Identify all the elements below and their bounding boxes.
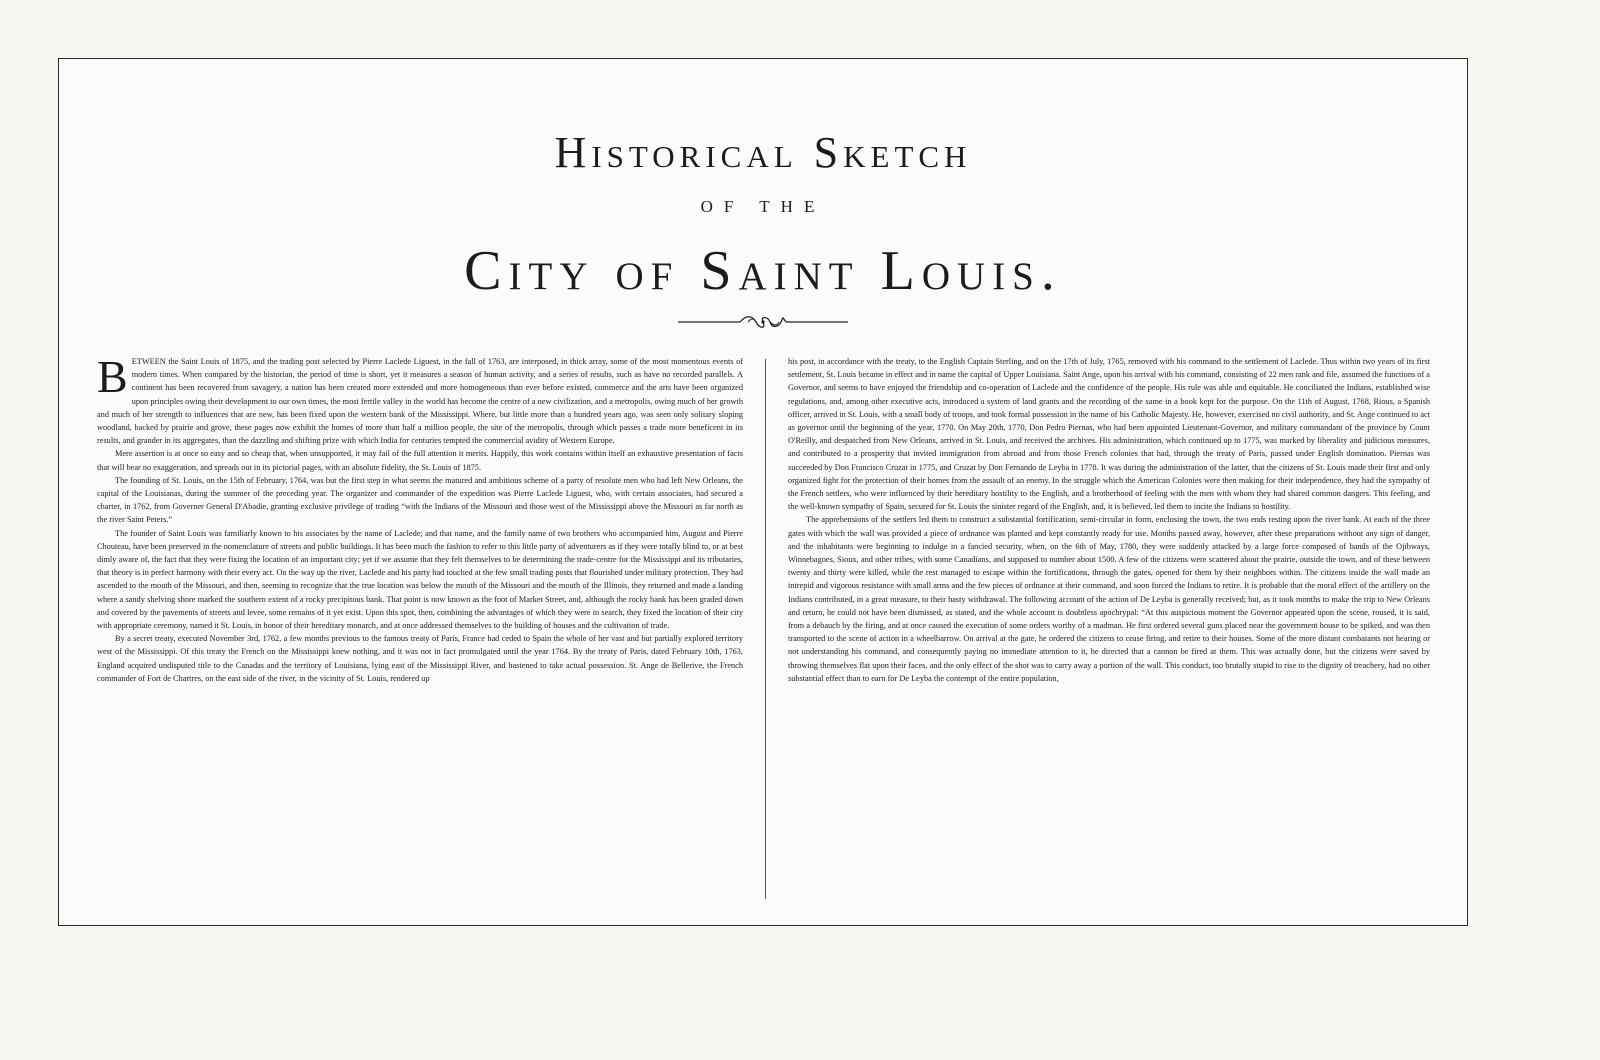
paragraph: By a secret treaty, executed November 3rd, 1762, a few months previous to the famous treaty of Paris, France had ceded to Spain the whole of her vast and but partially explored territory west of the Mississippi. Of this treaty the French on the Mississippi knew nothing, and it was not in fact promulgated until the year 1764. By the treaty of Paris, dated February 10th, 1763, England acquired undisputed title to the Canadas and the territory of Louisiana, lying east of the Mississippi River, and hastened to take actual possession. St. Ange de Bellerive, the French commander of Fort de Chartres, on the east side of the river, in the vicinity of St. Louis, rendered up <box>97 634 743 683</box>
drop-cap: B <box>97 355 128 402</box>
paragraph: The apprehensions of the settlers led them to construct a substantial fortification, semi-circular in form, enclosing the town, the two ends resting upon the river bank. At each of the three gates with which the wall was provided a piece of ordnance was planted and kept constantly ready for use. Months passed away, however, after these preparations without any sign of danger, and the inhabitants were beginning to indulge in a fancied security, when, on the 6th of May, 1780, they were suddenly attacked by a large force composed of bands of the Ojibways, Winnebagoes, Sioux, and other tribes, with some Canadians, and supposed to number about 1500. A few of the citizens were scattered about the prairie, outside the town, and of these between twenty and thirty were killed, while the rest managed to escape within the fortifications, through the gates, opened for them by their neighbors within. The citizens inside the wall made an intrepid and vigorous resistance with small arms and the few pieces of ordnance at their command, and soon forced the Indians to retire. It is probable that the moral effect of the artillery on the Indians contributed, in a great measure, to their hasty withdrawal. The following account of the action of De Leyba is generally received; but, as it took months to make the trip to New Orleans and return, he could not have been dismissed, as stated, and the whole account is doubtless apochrypal: “At this auspicious moment the Governor appeared upon the scene, roused, it is said, from a debauch by the firing, and at once caused the execution of some orders worthy of a madman. He first ordered several guns placed near the government house to be spiked, and was then transported to the scene of action in a wheelbarrow. On arrival at the gate, he ordered the citizens to cease firing, and retire to their houses. Some of the more distant combatants not hearing or not understanding his command, and consequently paying no immediate attention to it, he directed that a cannon be fired at them. This was actually done, but the citizens were saved by throwing themselves flat upon their faces, and the only effect of the shot was to carry away a portion of the wall. This conduct, too brutally stupid to rise to the dignity of treachery, had no other substantial effect than to earn for De Leyba the contempt of the entire population, <box>788 515 1430 683</box>
document-frame <box>58 58 1468 926</box>
page-title-line3: City of Saint Louis. <box>464 240 1062 302</box>
column-divider <box>765 359 766 899</box>
paragraph: The founding of St. Louis, on the 15th of February, 1764, was but the first step in what seems the matured and ambitious scheme of a party of resolute men who had left New Orleans, the capital of the Louisianas, during the summer of the preceding year. The organizer and commander of the expedition was Pierre Laclede Liguest, who, with certain associates, had secured a charter, in 1762, from Governer General D'Abadie, granting exclusive privilege of trading “with the Indians of the Missouri and those west of the Mississippi above the Missouri as far north as the river Saint Peters.” <box>97 475 743 525</box>
paragraph: his post, in accordance with the treaty, to the English Captain Sterling, and on the 17th of July, 1765, removed with his command to the settlement of Laclede. Thus within two years of its first settlement, St. Louis became in effect and in name the capital of Upper Louisiana. Saint Ange, upon his arrival with his command, consisting of 22 men rank and file, assumed the functions of a Governor, and seems to have enjoyed the friendship and co-operation of Laclede and the confidence of the people. His rule was able and equitable. He conciliated the Indians, established wise regulations, and, among other executive acts, introduced a system of land grants and the recording of the same in a book kept for the purpose. On the 11th of August, 1768, Rious, a Spanish officer, arrived in St. Louis, with a small body of troops, and took formal possession in the name of his Catholic Majesty. He, however, exercised no civil authority, and St. Ange continued to act as governor until the beginning of the year, 1770. On May 20th, 1770, Don Pedro Piernas, who had been appointed Lieutenant-Governor, and military commandant of the province by Count O'Reilly, and despatched from New Orleans, arrived in St. Louis, and received the archives. His administration, which continued up to 1775, was marked by liberality and judicious measures, and contributed to a prosperity that invited immigration from abroad and from those French colonies that had, through the treaty of Paris, passed under English domination. Piernas was succeeded by Don Francisco Cruzat in 1775, and Cruzat by Don Fernando de Leyba in 1778. It was during the administration of the latter, that the citizens of St. Louis made their first and only organized fight for the protection of their homes from the assault of an enemy. In the struggle which the American Colonies were then making for their independence, they had the sympathy of the French settlers, who were influenced by their hereditary hostility to the English, and a brotherhood of feeling with the men with whom they had shared common dangers. This feeling, and the well-known sympathy of Spain, secured for St. Louis the sinister regard of the English, and, it is believed, led them to incite the Indians to hostility. <box>788 357 1430 512</box>
page-title-line1: Historical Sketch <box>554 128 972 177</box>
paragraph: The founder of Saint Louis was familiarly known to his associates by the name of Laclede; and that name, and the family name of two brothers who accompanied him, August and Pierre Chouteau, have been preserved in the nomenclature of streets and public buildings. It has been much the fashion to refer to this little party of adventurers as if they were totally blind to, or at best dimly aware of, the fact that they were fixing the location of an important city; yet if we assume that they felt themselves to be determining the trade-centre for the Mississippi and its tributaries, that theory is in perfect harmony with their every act. On the way up the river, Laclede and his party had touched at the few small trading posts that flourished under military protection. They had ascended to the mouth of the Missouri, and then, seeming to recognize that the true location was below the mouth of the Missouri and the mouth of the Illinois, they returned and made a landing where a sandy shelving shore marked the southern extent of a rocky precipitous bank. That point is now known as the foot of Market Street, and, although the rocky bank has been graded down and covered by the pavements of streets and levee, some remains of it yet exist. Upon this spot, then, combining the advantages of which they were in search, they fixed the location of their city with appropriate ceremony, named it St. Louis, in honor of their hereditary monarch, and at once addressed themselves to the building of houses and the cultivation of trade. <box>97 528 743 631</box>
paragraph-text: the Saint Louis of 1875, and the trading post selected by Pierre Laclede Liguest, in the fall of 1763, are interposed, in thick array, some of the most momentous events of modern times. When compared by the historian, the period of time is short, yet it measures a season of human activity, and a series of results, such as have no recorded parallels. A continent has been recovered from savagery, a nation has been created more extended and more homogeneous than ever before existed, commerce and the arts have been organized upon principles owing their development to our own times, the most fertile valley in the world has become the centre of a new civilization, and a metropolis, owing much of her growth and much of her strength to influences that are new, has been fixed upon the western bank of the Mississippi. Where, but little more than a hundred years ago, was seen only solitary sloping woodland, backed by prairie and grove, these pages now exhibit the homes of more than half a million people, the site of the metropolis, through which passes a trade more beneficent in its results, and grander in its aggregates, than the dazzling and shifting prize with which India for centuries tempted the commercial avidity of Western Europe. <box>97 357 743 446</box>
text-column-left <box>97 355 743 903</box>
paragraph <box>97 355 743 447</box>
paragraph-lead: ETWEEN <box>131 357 166 366</box>
text-column-right <box>788 355 1430 903</box>
page-title-line2: OF THE <box>700 197 826 216</box>
paragraph: Mere assertion is at once so easy and so cheap that, when unsupported, it may fail of the full attention it merits. Happily, this work contains within itself an exhaustive presentation of facts that will bear no exaggeration, and spreads out in its pictorial pages, with an absolute fidelity, the St. Louis of 1875. <box>97 449 743 472</box>
scroll-flourish-icon <box>59 313 1467 331</box>
